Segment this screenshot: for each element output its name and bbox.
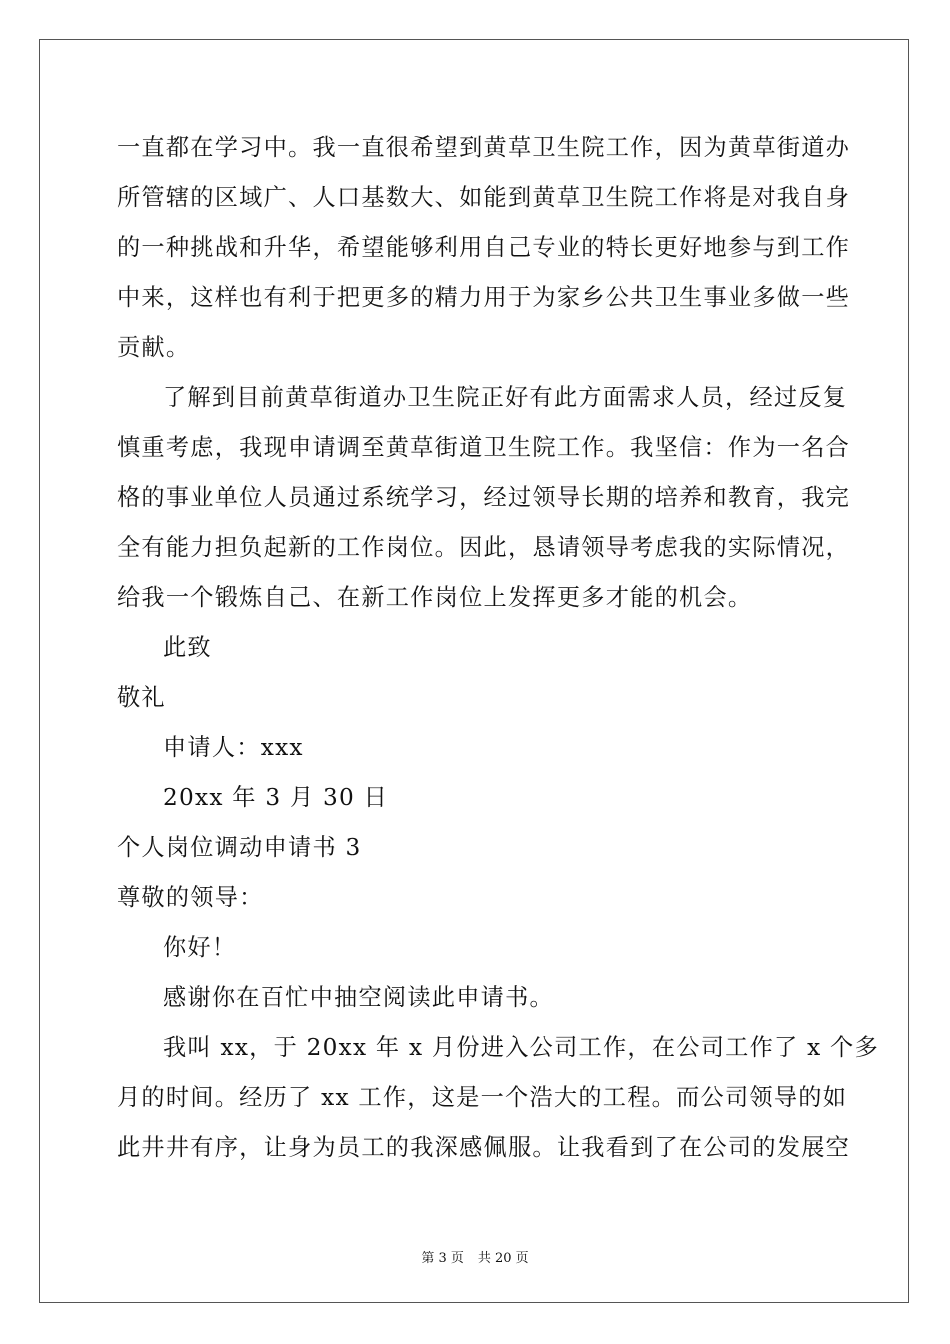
paragraph-line: 中来，这样也有利于把更多的精力用于为家乡公共卫生事业多做一些: [117, 284, 851, 311]
paragraph-line: 格的事业单位人员通过系统学习，经过领导长期的培养和教育，我完: [117, 484, 851, 511]
letter-date: 20xx 年 3 月 30 日: [163, 784, 389, 811]
paragraph-line: 我叫 xx，于 20xx 年 x 月份进入公司工作，在公司工作了 x 个多: [163, 1034, 879, 1061]
page-footer: [0, 1247, 950, 1266]
greeting-addressee: 尊敬的领导：: [117, 884, 264, 911]
paragraph-line: 感谢你在百忙中抽空阅读此申请书。: [163, 984, 554, 1011]
closing-salutation: 此致: [163, 634, 212, 661]
paragraph-line: 贡献。: [117, 334, 191, 361]
paragraph-line: 月的时间。经历了 xx 工作，这是一个浩大的工程。而公司领导的如: [117, 1084, 848, 1111]
page-border: [39, 39, 909, 1303]
paragraph-line: 给我一个锻炼自己、在新工作岗位上发挥更多才能的机会。: [117, 584, 753, 611]
page-total: 共 20 页: [477, 1251, 529, 1266]
paragraph-line: 一直都在学习中。我一直很希望到黄草卫生院工作，因为黄草街道办: [117, 134, 851, 161]
applicant-signature: 申请人：xxx: [163, 734, 304, 761]
closing-respect: 敬礼: [117, 684, 166, 711]
paragraph-line: 慎重考虑，我现申请调至黄草街道卫生院工作。我坚信：作为一名合: [117, 434, 851, 461]
greeting: 你好！: [163, 934, 237, 961]
page-number: 第 3 页: [421, 1251, 464, 1266]
paragraph-line: 了解到目前黄草街道办卫生院正好有此方面需求人员，经过反复: [163, 384, 848, 411]
paragraph-line: 全有能力担负起新的工作岗位。因此，恳请领导考虑我的实际情况，: [117, 534, 851, 561]
section-title: 个人岗位调动申请书 3: [117, 834, 362, 861]
paragraph-line: 所管辖的区域广、人口基数大、如能到黄草卫生院工作将是对我自身: [117, 184, 851, 211]
paragraph-line: 此井井有序，让身为员工的我深感佩服。让我看到了在公司的发展空: [117, 1134, 851, 1161]
paragraph-line: 的一种挑战和升华，希望能够利用自己专业的特长更好地参与到工作: [117, 234, 851, 261]
